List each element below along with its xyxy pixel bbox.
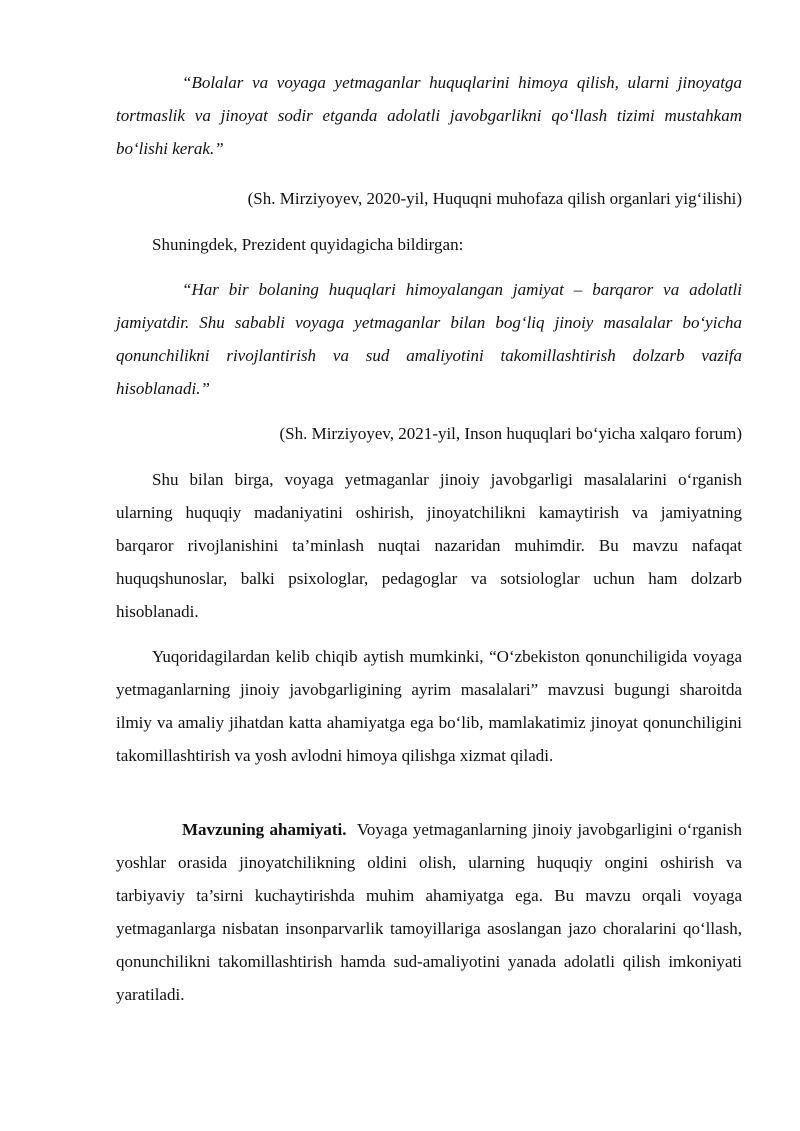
paragraph-2: Yuqoridagilardan kelib chiqib aytish mumkinki, “O‘zbekiston qonunchiligida voyaga yetmaganlarning jinoiy javobgarligining ayrim masalalari” mavzusi bugungi sharoitda ilmiy va amaliy jihatdan katta ahamiyatga ega bo‘lib, mamlakatimiz jinoyat qonunchiligini takomillashtirish va yosh avlodni himoya qilishga xizmat qiladi. (116, 647, 742, 765)
paragraph-1: Shu bilan birga, voyaga yetmaganlar jinoiy javobgarligi masalalarini o‘rganish ularning huquqiy madaniyatini oshirish, jinoyatchilikni kamaytirish va jamiyatning barqaror rivojlanishini ta’minlash nuqtai nazaridan muhimdir. Bu mavzu nafaqat huquqshunoslar, balki psixologlar, pedagoglar va sotsiologlar uchun ham dolzarb hisoblanadi. (116, 470, 742, 621)
intro-line: Shuningdek, Prezident quyidagicha bildirgan: (152, 235, 464, 254)
paragraph-3 (116, 813, 742, 1011)
quote-1: “Bolalar va voyaga yetmaganlar huquqlarini himoya qilish, ularni jinoyatga tortmaslik va jinoyat sodir etganda adolatli javobgarlikni qo‘llash tizimi mustahkam bo‘lishi kerak.” (116, 73, 742, 158)
paragraph-3-text: Voyaga yetmaganlarning jinoiy javobgarligini o‘rganish yoshlar orasida jinoyatchilikning oldini olish, ularning huquqiy ongini oshirish va tarbiyaviy ta’sirni kuchaytirishda muhim ahamiyatga ega. Bu mavzu orqali voyaga yetmaganlarga nisbatan insonparvarlik tamoyillariga asoslangan jazo choralarini qo‘llash, qonunchilikni takomillashtirish hamda sud-amaliyotini yanada adolatli qilish imkoniyati yaratiladi. (116, 820, 742, 1004)
section-heading: Mavzuning ahamiyati. (182, 820, 347, 839)
quote-2-source: (Sh. Mirziyoyev, 2021-yil, Inson huquqlari bo‘yicha xalqaro forum) (279, 424, 742, 443)
quote-2: “Har bir bolaning huquqlari himoyalangan jamiyat – barqaror va adolatli jamiyatdir. Shu sababli voyaga yetmaganlar bilan bog‘liq jinoiy masalalar bo‘yicha qonunchilikni rivojlantirish va sud amaliyotini takomillashtirish dolzarb vazifa hisoblanadi.” (116, 280, 742, 398)
quote-1-source: (Sh. Mirziyoyev, 2020-yil, Huquqni muhofaza qilish organlari yig‘ilishi) (247, 189, 742, 208)
